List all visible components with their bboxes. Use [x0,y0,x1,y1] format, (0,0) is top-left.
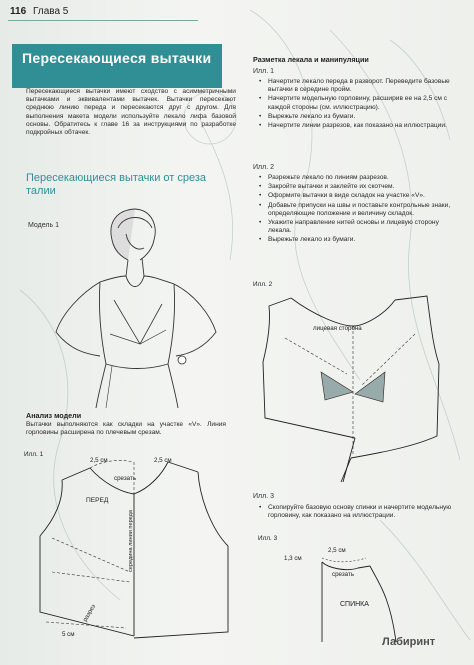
ill1-step: • Вырежьте лекало из бумаги. [258,113,464,121]
ill1-slash-label: разрез [82,603,98,623]
watermark-text: Лабиринт [382,636,436,648]
ill1-caption: Илл. 1 [24,451,44,458]
ill3-measure-left: 1,3 см [284,555,302,562]
ill1-fold-label: середина линии переда [128,509,134,572]
ill1-measure-top: 2,5 см [90,457,108,464]
ill2-pattern-drawing [255,286,460,486]
intro-paragraph: Пересекающиеся вытачки имеют сходство с асимметричными вытачками и эквивалентами вытачек. Вытачки пересекают среднюю линию переда и пересекаются друг с другом. Для выполнения макета модели используйте лекало лифа базовой основы. Обратитесь к главе 16 за инструкциями по разработке подкройных обтачек. [26,88,236,137]
ill1-measure-top-right: 2,5 см [154,457,172,464]
ill1-label: Илл. 1 [253,68,274,75]
ill2-step-list [258,174,464,246]
ill2-step: • Закройте вытачки и заклейте их скотчем. [258,183,464,191]
ill3-step: • Скопируйте базовую основу спинки и начертите модельную горловину, как показано на иллюстрации. [258,504,464,520]
ill2-caption: Илл. 2 [253,281,273,288]
ill3-label: Илл. 3 [253,493,274,500]
ill1-cut-label: срезать [114,475,137,482]
subsection-title: Пересекающиеся вытачки от среза талии [26,172,207,197]
ill2-step: • Вырежьте лекало из бумаги. [258,236,464,244]
ill3-step-list [258,504,464,521]
ill3-caption: Илл. 3 [258,535,278,542]
ill1-measure-bottom: 5 см [62,631,75,638]
ill2-step: • Разрежьте лекало по линиям разрезов. [258,174,464,182]
ill1-pattern-drawing [22,452,232,664]
ill2-step: • Оформите вытачки в виде складок на участке «V». [258,192,464,200]
ill3-pattern-drawing [262,542,438,642]
ill3-back-label: СПИНКА [340,601,369,608]
ill3-cut-label: срезать [332,571,355,578]
ill1-step: • Начертите линии разрезов, как показано на иллюстрации. [258,122,464,130]
ill2-step: • Добавьте припуски на швы и поставьте контрольные знаки, определяющие положение и величину складок. [258,202,464,218]
ill2-label: Илл. 2 [253,164,274,171]
chapter-label: Глава 5 [33,6,69,17]
ill1-step-list [258,78,464,131]
section-title-box [12,44,222,88]
ill2-face-label: лицевая сторона [313,325,362,332]
ill1-front-label: ПЕРЕД [86,497,109,504]
model-label: Модель 1 [28,222,59,229]
analysis-text: Вытачки выполняются как складки на участке «V». Линия горловины расширена по плечевым срезам. [26,421,226,437]
section-title: Пересекающиеся вытачки [22,50,212,66]
ill1-step: • Начертите лекало переда в разворот. Переведите базовые вытачки в середине пройм. [258,78,464,94]
model-fashion-sketch [40,204,230,409]
header-rule [8,20,198,21]
analysis-heading: Анализ модели [26,411,82,420]
ill3-measure-top: 2,5 см [328,547,346,554]
right-heading: Разметка лекала и манипуляции [253,55,369,64]
page-number: 116 [10,6,27,17]
ill1-step: • Начертите модельную горловину, расширив ее на 2,5 см с каждой стороны (см. иллюстрацию). [258,95,464,111]
ill2-step: • Укажите направление нитей основы и лицевую сторону лекала. [258,219,464,235]
